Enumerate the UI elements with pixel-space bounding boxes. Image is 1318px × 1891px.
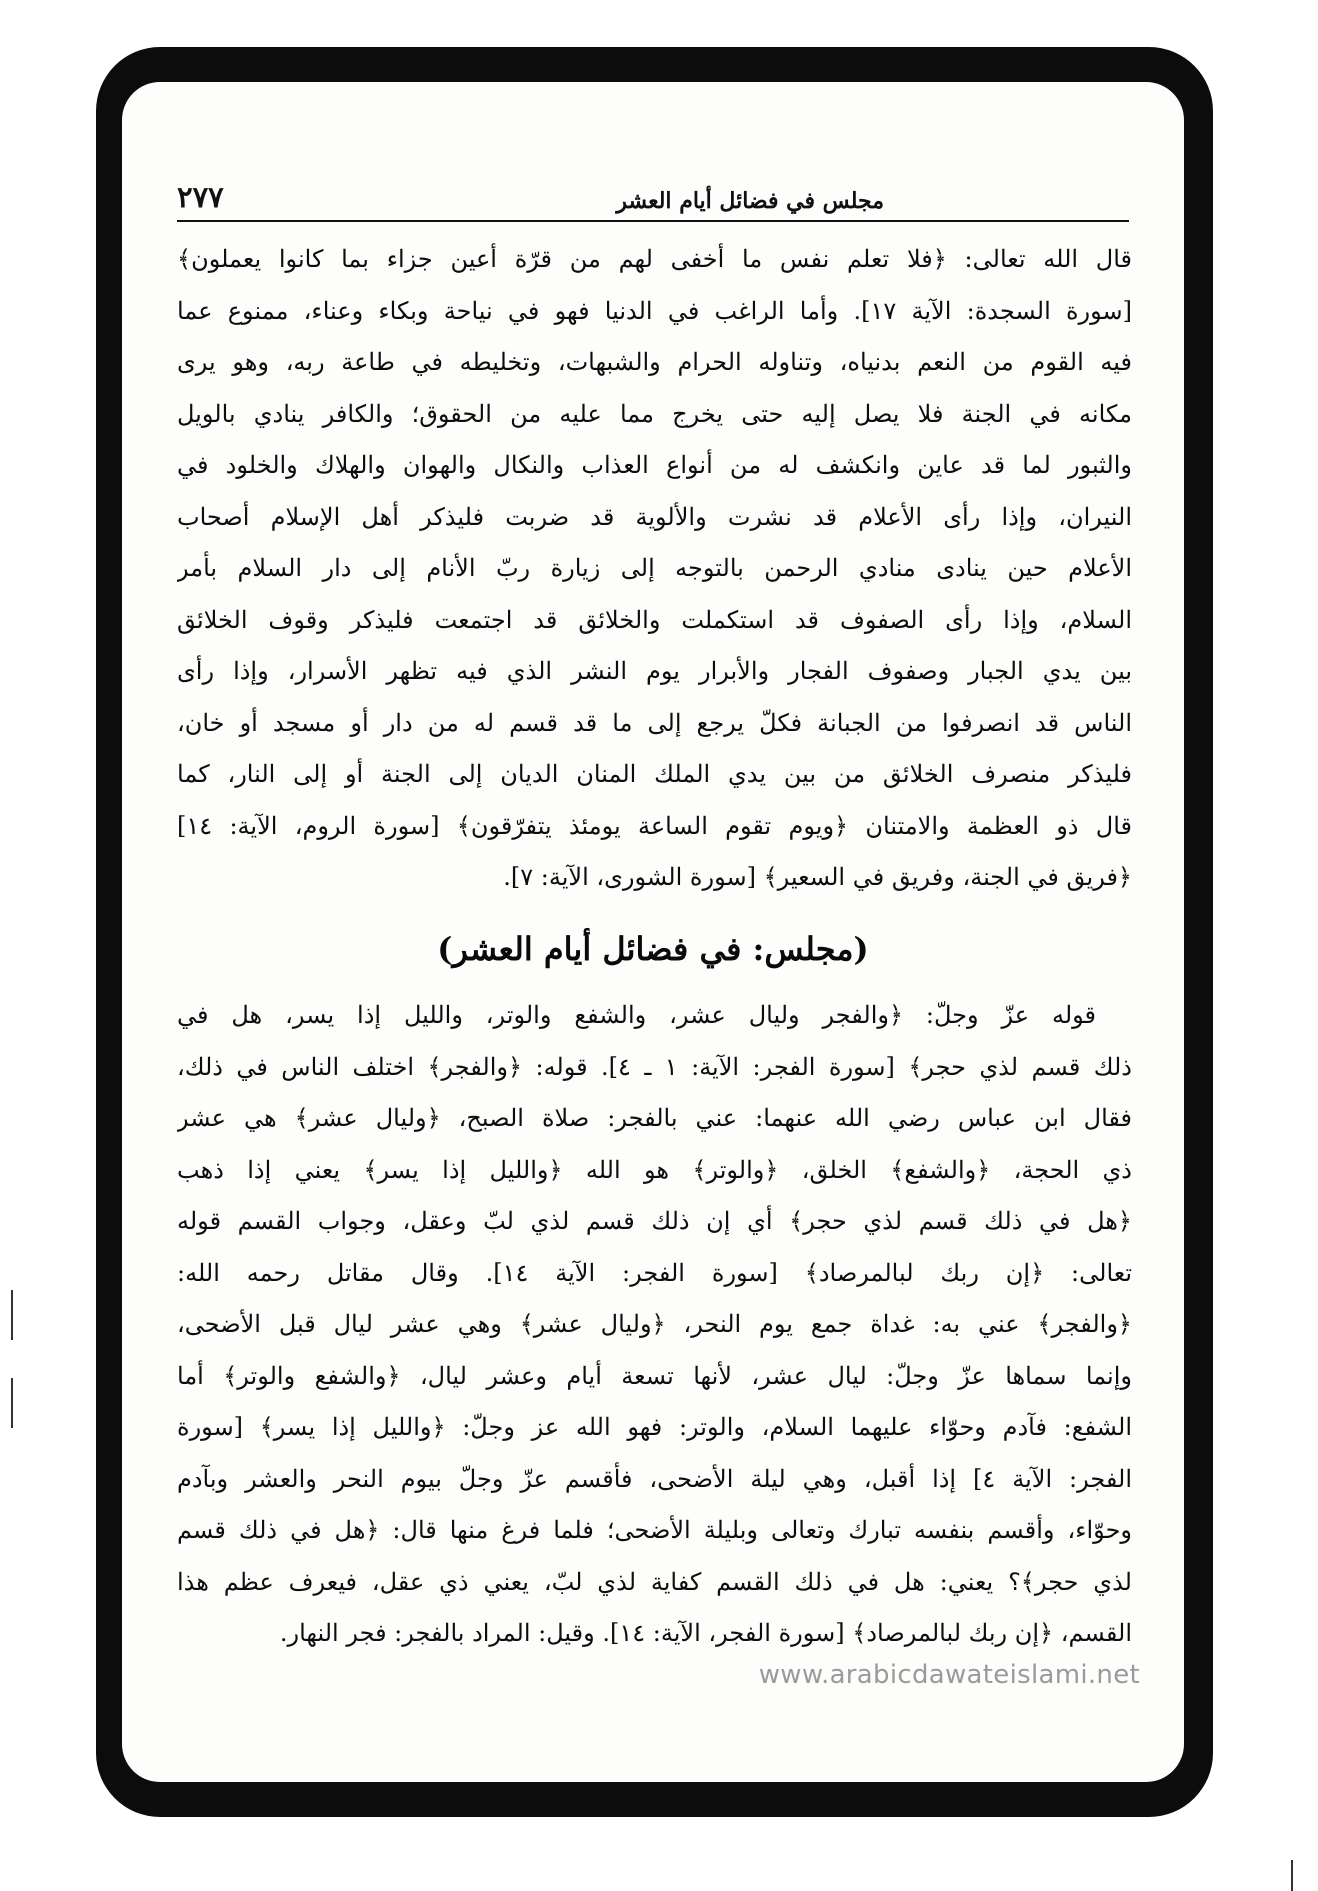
text-line: الأعلام حين ينادى منادي الرحمن بالتوجه إلى زيارة ربّ الأنام إلى دار السلام بأمر [177, 554, 1132, 582]
running-title: مجلس في فضائل أيام العشر [616, 188, 884, 214]
scan-margin-mark [11, 1378, 13, 1428]
watermark-url: www.arabicdawateislami.net [758, 1660, 1140, 1690]
page-number: ٢٧٧ [177, 180, 224, 214]
text-line: القسم، ﴿إن ربك لبالمرصاد﴾ [سورة الفجر، الآية: ١٤]. وقيل: المراد بالفجر: فجر النهار. [279, 1619, 1132, 1647]
text-line: الناس قد انصرفوا من الجبانة فكلّ يرجع إلى ما قد قسم له من دار أو مسجد أو خان، [177, 708, 1132, 737]
text-line: السلام، وإذا رأى الصفوف قد استكملت والخلائق قد اجتمعت فليذكر وقوف الخلائق [177, 605, 1132, 634]
book-page [122, 82, 1184, 1782]
text-line: تعالى: ﴿إن ربك لبالمرصاد﴾ [سورة الفجر: الآية ١٤]. وقال مقاتل رحمه الله: [177, 1258, 1132, 1287]
text-line: ﴿فريق في الجنة، وفريق في السعير﴾ [سورة الشورى، الآية: ٧]. [503, 863, 1132, 891]
scan-margin-mark [11, 1290, 13, 1340]
text-line: قال الله تعالى: ﴿فلا تعلم نفس ما أخفى لهم من قرّة أعين جزاء بما كانوا يعملون﴾ [177, 245, 1132, 273]
text-line: ﴿والفجر﴾ عني به: غداة جمع يوم النحر، ﴿وليال عشر﴾ وهي عشر ليال قبل الأضحى، [177, 1310, 1132, 1338]
text-line: بين يدي الجبار وصفوف الفجار والأبرار يوم النشر الذي فيه تظهر الأسرار، وإذا رأى [177, 657, 1132, 685]
text-line: الفجر: الآية ٤] إذا أقبل، وهي ليلة الأضحى، فأقسم عزّ وجلّ بيوم النحر والعشر وبآدم [177, 1464, 1132, 1493]
text-line: وحوّاء، وأقسم بنفسه تبارك وتعالى وبليلة الأضحى؛ فلما فرغ منها قال: ﴿هل في ذلك قسم [177, 1516, 1132, 1544]
text-line: قال ذو العظمة والامتنان ﴿ويوم تقوم الساعة يومئذ يتفرّقون﴾ [سورة الروم، الآية: ١٤] [177, 811, 1132, 840]
text-line: الشفع: فآدم وحوّاء عليهما السلام، والوتر: فهو الله عز وجلّ: ﴿والليل إذا يسر﴾ [سورة [177, 1413, 1132, 1441]
text-line: قوله عزّ وجلّ: ﴿والفجر وليال عشر، والشفع والوتر، والليل إذا يسر، هل في [177, 1001, 1096, 1029]
paragraph-2 [177, 990, 1132, 1660]
text-line: فيه القوم من النعم بدنياه، وتناوله الحرام والشبهات، وتخليطه في طاعة ربه، وهو يرى [177, 348, 1132, 376]
text-line: فليذكر منصرف الخلائق من بين يدي الملك المنان الديان إلى الجنة أو إلى النار، كما [177, 760, 1132, 788]
text-line: ذي الحجة، ﴿والشفع﴾ الخلق، ﴿والوتر﴾ هو الله ﴿والليل إذا يسر﴾ يعني إذا ذهب [177, 1155, 1132, 1184]
text-line: وإنما سماها عزّ وجلّ: ليال عشر، لأنها تسعة أيام وعشر ليال، ﴿والشفع والوتر﴾ أما [177, 1361, 1132, 1390]
text-line: النيران، وإذا رأى الأعلام قد نشرت والألوية قد ضربت فليذكر أهل الإسلام أصحاب [177, 502, 1132, 531]
text-line: والثبور لما قد عاين وانكشف له من أنواع العذاب والنكال والهوان والهلاك والخلود في [177, 451, 1132, 479]
page-header [177, 172, 1129, 222]
header-rule [177, 220, 1129, 222]
text-line: ﴿هل في ذلك قسم لذي حجر﴾ أي إن ذلك قسم لذي لبّ وعقل، وجواب القسم قوله [177, 1207, 1132, 1235]
text-line: فقال ابن عباس رضي الله عنهما: عني بالفجر: صلاة الصبح، ﴿وليال عشر﴾ هي عشر [177, 1104, 1132, 1132]
text-line: ذلك قسم لذي حجر﴾ [سورة الفجر: الآية: ١ ـ ٤]. قوله: ﴿والفجر﴾ اختلف الناس في ذلك، [177, 1052, 1132, 1081]
scan-margin-mark [1291, 1860, 1293, 1891]
paragraph-1 [177, 234, 1132, 904]
text-line: لذي حجر﴾؟ يعني: هل في ذلك القسم كفاية لذي لبّ، يعني ذي عقل، فيعرف عظم هذا [177, 1567, 1132, 1596]
text-line: مكانه في الجنة فلا يصل إليه حتى يخرج مما عليه من الحقوق؛ والكافر ينادي بالويل [177, 399, 1132, 428]
section-heading: (مجلس: في فضائل أيام العشر) [437, 930, 869, 968]
text-line: [سورة السجدة: الآية ١٧]. وأما الراغب في الدنيا فهو في نياحة وبكاء وعناء، ممنوع عما [177, 296, 1132, 325]
